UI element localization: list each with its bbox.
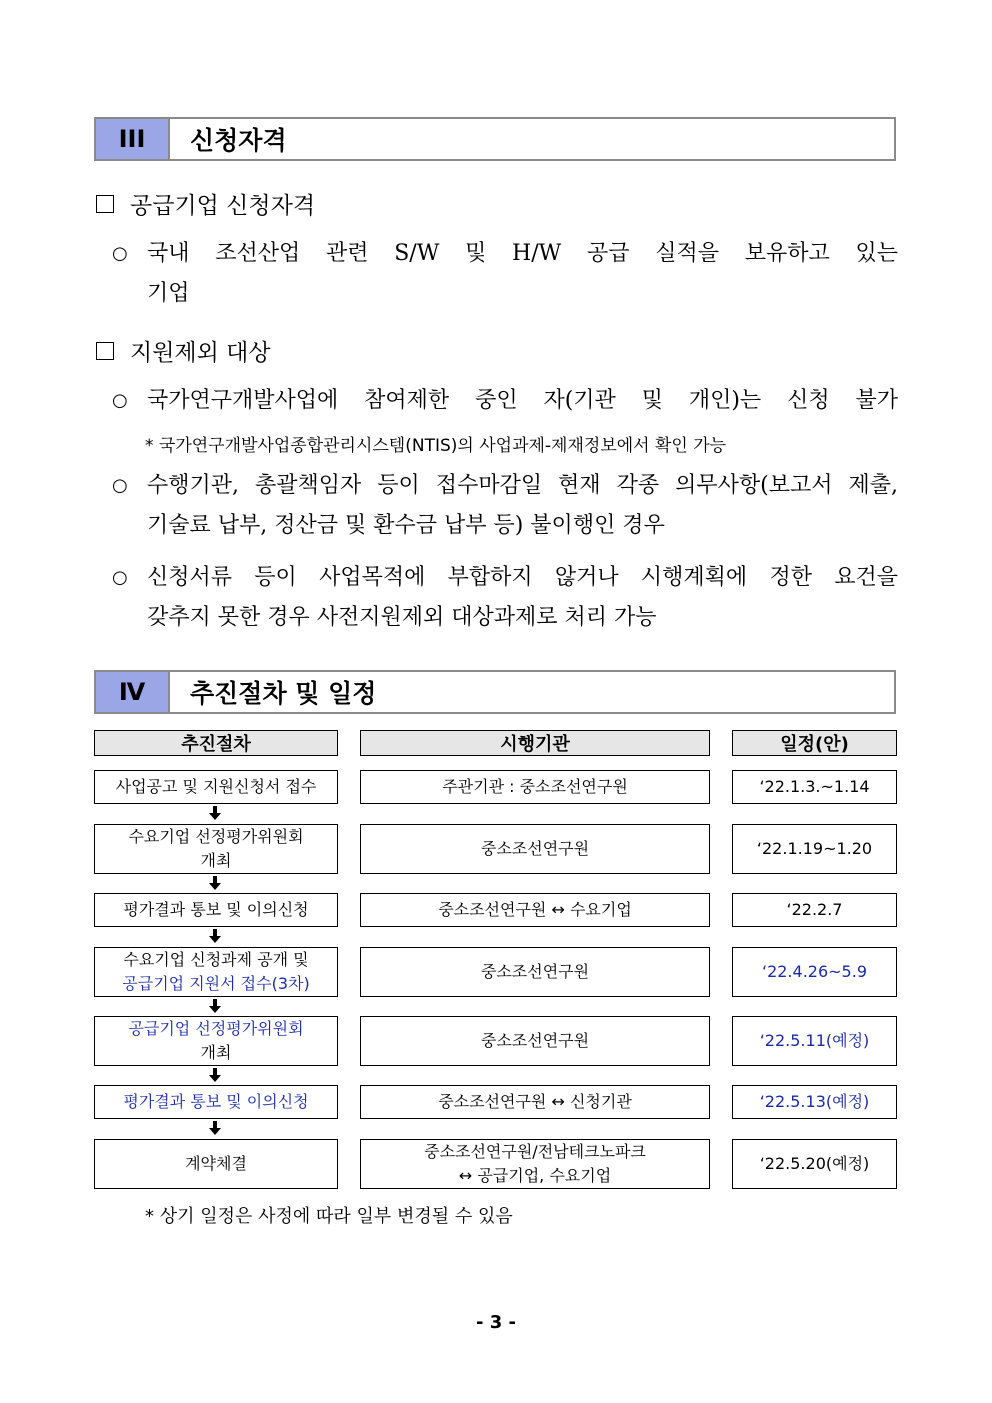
bullet-exclusion-1	[112, 381, 898, 421]
circle-bullet-icon: ○	[112, 567, 128, 588]
row-7-date: ‘22.5.20(예정)	[732, 1139, 897, 1189]
row-4-date: ‘22.4.26~5.9	[732, 947, 897, 997]
down-arrow-icon	[208, 876, 222, 890]
row-5-step-line1: 공급기업 선정평가위원회	[128, 1019, 304, 1038]
row-7-org-line1: 중소조선연구원/전남테크노파크	[424, 1142, 646, 1161]
header-organization: 시행기관	[360, 730, 710, 756]
row-5-step-line2: 개최	[200, 1043, 232, 1062]
row-2-org: 중소조선연구원	[360, 824, 710, 874]
heading-exclusion	[96, 334, 271, 367]
bullet-eligibility	[112, 234, 898, 314]
row-5-step	[94, 1016, 338, 1066]
row-3-date: ‘22.2.7	[732, 893, 897, 927]
section-3-title: 신청자격	[190, 126, 287, 155]
schedule-note: * 상기 일정은 사정에 따라 일부 변경될 수 있음	[145, 1206, 513, 1227]
circle-bullet-icon: ○	[112, 390, 128, 411]
row-2-step-line2: 개최	[200, 851, 232, 870]
bullet-text-line2: 기업	[147, 281, 190, 306]
row-7-org	[360, 1139, 710, 1189]
circle-bullet-icon: ○	[112, 475, 128, 496]
down-arrow-icon	[208, 806, 222, 820]
down-arrow-icon	[208, 929, 222, 943]
row-3-org: 중소조선연구원 ↔ 수요기업	[360, 893, 710, 927]
row-6-step: 평가결과 통보 및 이의신청	[94, 1085, 338, 1119]
bullet-text-line2: 갖추지 못한 경우 사전지원제외 대상과제로 처리 가능	[147, 605, 657, 630]
row-1-org: 주관기관 : 중소조선연구원	[360, 770, 710, 804]
section-3-number: III	[96, 119, 170, 159]
heading-text: 공급기업 신청자격	[130, 193, 316, 219]
down-arrow-icon	[208, 1121, 222, 1135]
row-6-date: ‘22.5.13(예정)	[732, 1085, 897, 1119]
row-5-org: 중소조선연구원	[360, 1016, 710, 1066]
row-1-date: ‘22.1.3.~1.14	[732, 770, 897, 804]
heading-text: 지원제외 대상	[130, 340, 271, 366]
checkbox-square-icon	[96, 342, 114, 360]
row-4-step	[94, 947, 338, 997]
row-5-date: ‘22.5.11(예정)	[732, 1016, 897, 1066]
page-number: - 3 -	[476, 1312, 516, 1333]
row-2-date: ‘22.1.19~1.20	[732, 824, 897, 874]
down-arrow-icon	[208, 1068, 222, 1082]
section-3-header	[94, 117, 896, 161]
row-7-org-line2: ↔ 공급기업, 수요기업	[458, 1166, 612, 1185]
row-7-step: 계약체결	[94, 1139, 338, 1189]
row-2-step-line1: 수요기업 선정평가위원회	[128, 827, 304, 846]
row-4-org: 중소조선연구원	[360, 947, 710, 997]
bullet-text-line1: 신청서류 등이 사업목적에 부합하지 않거나 시행계획에 정한 요건을	[147, 565, 898, 590]
row-2-step	[94, 824, 338, 874]
section-4-header	[94, 670, 896, 714]
circle-bullet-icon: ○	[112, 243, 128, 264]
row-1-step: 사업공고 및 지원신청서 접수	[94, 770, 338, 804]
bullet-exclusion-3	[112, 558, 898, 638]
checkbox-square-icon	[96, 195, 114, 213]
bullet-exclusion-2	[112, 466, 898, 546]
heading-supplier-eligibility	[96, 187, 315, 220]
header-procedure: 추진절차	[94, 730, 338, 756]
row-6-org: 중소조선연구원 ↔ 신청기관	[360, 1085, 710, 1119]
row-4-step-line1: 수요기업 신청과제 공개 및	[123, 950, 309, 969]
row-3-step: 평가결과 통보 및 이의신청	[94, 893, 338, 927]
ntis-note: * 국가연구개발사업종합관리시스템(NTIS)의 사업과제-제재정보에서 확인 가능	[145, 436, 727, 456]
bullet-text-line1: 수행기관, 총괄책임자 등이 접수마감일 현재 각종 의무사항(보고서 제출,	[147, 473, 898, 498]
section-4-number: Ⅳ	[96, 672, 170, 712]
bullet-text-line2: 기술료 납부, 정산금 및 환수금 납부 등) 불이행인 경우	[147, 513, 665, 538]
row-4-step-line2: 공급기업 지원서 접수(3차)	[122, 974, 310, 993]
bullet-text-line1: 국내 조선산업 관련 S/W 및 H/W 공급 실적을 보유하고 있는	[147, 241, 898, 266]
header-schedule: 일정(안)	[732, 730, 897, 756]
section-4-title: 추진절차 및 일정	[190, 679, 377, 708]
down-arrow-icon	[208, 999, 222, 1013]
bullet-text: 국가연구개발사업에 참여제한 중인 자(기관 및 개인)는 신청 불가	[147, 388, 898, 413]
